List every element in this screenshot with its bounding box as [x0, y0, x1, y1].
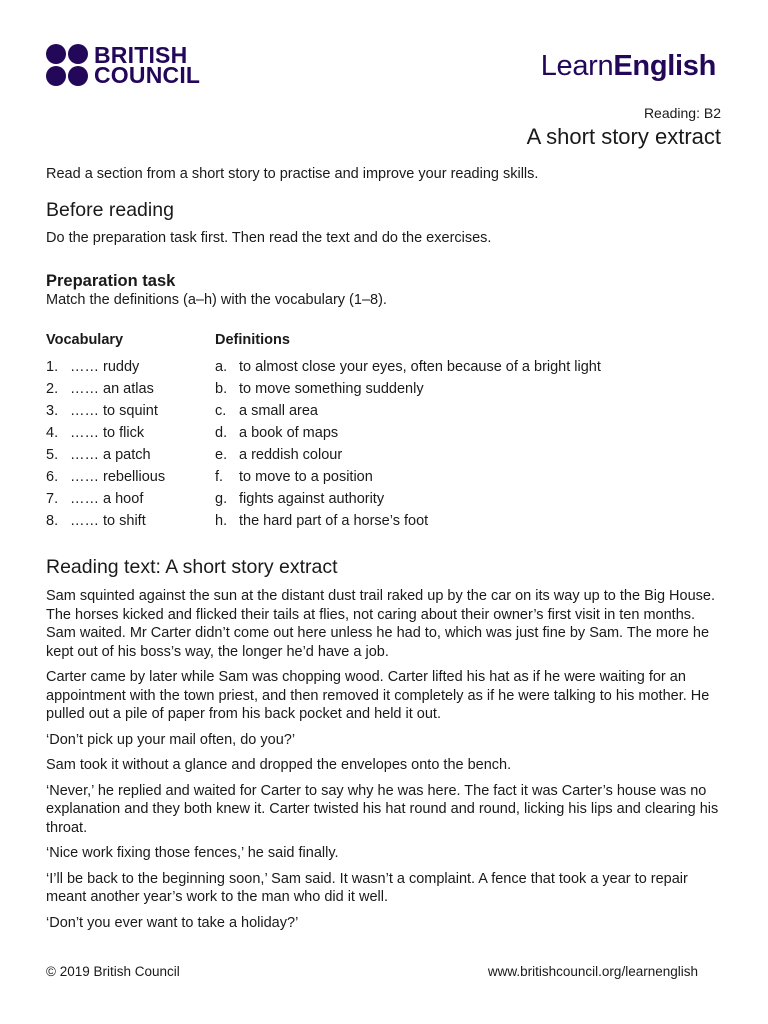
list-item: [46, 488, 216, 510]
definition-text: a book of maps: [239, 425, 339, 441]
list-item: [46, 422, 216, 444]
vocab-number: 6.: [46, 469, 59, 485]
list-item: [215, 466, 735, 488]
vocab-number: 4.: [46, 425, 59, 441]
definition-text: to move something suddenly: [239, 381, 424, 397]
reading-level: Reading: B2: [643, 105, 721, 121]
reading-paragraph: Sam took it without a glance and dropped the envelopes onto the bench.: [46, 757, 512, 773]
vocab-word: …… to flick: [70, 425, 145, 441]
definition-letter: b.: [215, 381, 228, 397]
definition-letter: d.: [215, 425, 228, 441]
definition-text: fights against authority: [239, 491, 385, 507]
vocab-word: …… ruddy: [70, 359, 140, 375]
intro-text: Read a section from a short story to practise and improve your reading skills.: [46, 166, 539, 182]
british-council-logo: [46, 44, 200, 86]
list-item: [215, 400, 735, 422]
list-item: [46, 400, 216, 422]
list-item: [215, 510, 735, 532]
list-item: [215, 422, 735, 444]
british-council-dots-icon: [46, 44, 88, 86]
definition-letter: h.: [215, 513, 228, 529]
reading-paragraph: ‘Nice work fixing those fences,’ he said finally.: [46, 845, 339, 861]
list-item: [46, 510, 216, 532]
definition-text: to almost close your eyes, often because of a bright light: [239, 359, 601, 375]
reading-text: [46, 587, 726, 939]
footer-copyright: © 2019 British Council: [46, 964, 180, 979]
definition-letter: f.: [215, 469, 224, 485]
logo-line-british: BRITISH: [94, 42, 188, 68]
vocab-word: …… to squint: [70, 403, 158, 419]
before-reading-text: Do the preparation task first. Then read the text and do the exercises.: [46, 230, 492, 246]
reading-paragraph: Carter came by later while Sam was chopping wood. Carter lifted his hat as if he were waiting for an appointment with the town priest, and then removed it completely as if he were talking to his mother. He pulled out a pile of paper from his back pocket and held it out.: [46, 669, 710, 722]
vocab-word: …… rebellious: [70, 469, 166, 485]
vocab-number: 1.: [46, 359, 59, 375]
vocab-word: …… a patch: [70, 447, 151, 463]
vocab-number: 5.: [46, 447, 59, 463]
list-item: [215, 378, 735, 400]
vocabulary-header: Vocabulary: [46, 332, 124, 348]
vocab-word: …… an atlas: [70, 381, 154, 397]
list-item: [46, 356, 216, 378]
before-reading-heading: Before reading: [46, 199, 174, 221]
reading-text-heading: Reading text: A short story extract: [46, 556, 338, 578]
reading-paragraph: Sam squinted against the sun at the distant dust trail raked up by the car on its way up to the Big House. The horses kicked and flicked their tails at flies, not caring about their owner’s first visit in ten months. Sam waited. Mr Carter didn’t come out here unless he had to, which was just fine by Sam. The more he kept out of his boss’s way, the longer he’d have a job.: [46, 588, 716, 660]
list-item: [46, 378, 216, 400]
reading-paragraph: ‘Don’t you ever want to take a holiday?’: [46, 914, 299, 931]
brand-learn: Learn: [540, 50, 614, 82]
list-item: [46, 444, 216, 466]
definition-letter: g.: [215, 491, 228, 507]
definition-text: to move to a position: [239, 469, 373, 485]
list-item: [215, 444, 735, 466]
definition-text: a reddish colour: [239, 447, 343, 463]
vocab-number: 7.: [46, 491, 59, 507]
learnenglish-logo: [541, 50, 716, 83]
vocab-number: 2.: [46, 381, 59, 397]
preparation-task-heading: Preparation task: [46, 272, 176, 290]
vocab-number: 8.: [46, 513, 59, 529]
page-title: A short story extract: [526, 124, 721, 149]
reading-paragraph: ‘Don’t pick up your mail often, do you?’: [46, 731, 296, 748]
definition-text: a small area: [239, 403, 318, 419]
list-item: [215, 356, 735, 378]
vocab-number: 3.: [46, 403, 59, 419]
reading-paragraph: ‘Never,’ he replied and waited for Carter to say why he was here. The fact it was Carter’s house was no explanation and they both knew it. Carter twisted his hat round and round, licking his lips and clearing his throat.: [46, 782, 719, 836]
list-item: [215, 488, 735, 510]
reading-paragraph: ‘I’ll be back to the beginning soon,’ Sam said. It wasn’t a complaint. A fence that took a year to repair meant another year’s work to the man who did it well.: [46, 870, 688, 905]
vocab-word: …… to shift: [70, 513, 146, 529]
definition-letter: c.: [215, 403, 227, 419]
vocab-word: …… a hoof: [70, 491, 144, 507]
vocabulary-list: [46, 356, 216, 532]
definitions-list: [215, 356, 735, 532]
footer-url[interactable]: www.britishcouncil.org/learnenglish: [487, 964, 698, 979]
logo-line-council: COUNCIL: [94, 62, 201, 88]
list-item: [46, 466, 216, 488]
brand-english: English: [613, 50, 716, 82]
definition-letter: a.: [215, 359, 228, 375]
definition-text: the hard part of a horse’s foot: [239, 513, 429, 529]
preparation-instruction: Match the definitions (a–h) with the vocabulary (1–8).: [46, 292, 387, 308]
definitions-header: Definitions: [215, 332, 290, 348]
definition-letter: e.: [215, 447, 228, 463]
